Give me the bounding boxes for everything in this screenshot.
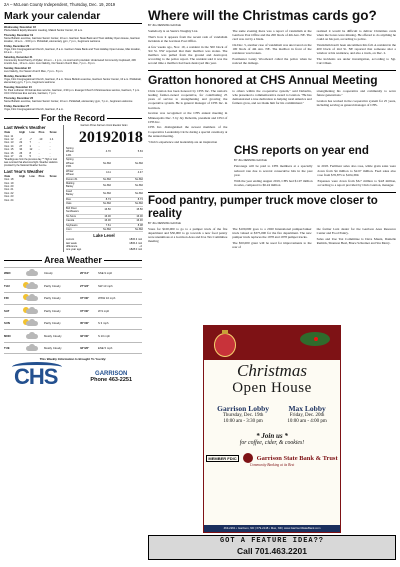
- lobby-name: Max Lobby: [288, 404, 326, 413]
- calendar-entry: [4, 105, 142, 111]
- christmas-open-house-ad: [203, 325, 341, 533]
- ad-join-detail: for coffee, cider, & cookies!: [239, 440, 305, 446]
- article-paragraph: in 2018. Fertilizer sales also rose, while grain sales were down from $4 million to $2.67 million. Feed sales also rose from $76,875 to $104,369.: [317, 164, 396, 177]
- article-paragraph: Vandalism hasn't been uncommon this fall. A resident in the 400 block of 2nd St. NE reported that someone shot a window at his residence, and also a truck, on Dec. 2.: [316, 43, 396, 56]
- chs-logo: CHS: [14, 364, 58, 390]
- berry-icon: [314, 337, 318, 341]
- table-cell: current: [66, 238, 75, 242]
- bank-row: [204, 453, 340, 463]
- table-row: [66, 147, 143, 158]
- table-cell: 1828.0 msl: [129, 248, 142, 252]
- table-row: [66, 158, 143, 169]
- article-paragraph: On Dec. 5, another case of vandalism was uncovered on the 100 block of 4th Ave. NE. The mailbox in front of the residence was broken.: [232, 43, 312, 56]
- weather-day: SUN: [4, 321, 10, 326]
- bank-logo-icon: [243, 453, 253, 463]
- weather-wind: SSE 9 mph: [98, 271, 113, 276]
- table-header: 2018: [110, 128, 143, 146]
- table-cell: Dec. 13: [4, 141, 14, 145]
- table-cell: 7: [29, 141, 31, 145]
- weather-note: *Readings are from the previous day. ** High or Low was recorded that afternoon/night. Weather statistics provided by the National Weather Service.: [4, 159, 58, 167]
- table-row: [66, 206, 143, 214]
- table-cell: Oats: [66, 202, 79, 206]
- food-pantry-col-3: [317, 227, 396, 251]
- area-weather-list: [4, 267, 142, 355]
- weather-row: [4, 267, 142, 280]
- calendar-text: Yoga, First Congregational Church, Garrison, 8 a.m.: [4, 108, 64, 112]
- cards-col-1: [148, 29, 227, 67]
- calendar-date: Saturday, December 21: [4, 56, 33, 60]
- article-paragraph: the former Lutz dealer for the Garrison Area Resource Center and Food Pantry.: [316, 226, 396, 235]
- table-header: Prec.: [38, 131, 46, 135]
- table-cell: Brd Flout Sunflowers: [66, 206, 79, 214]
- grain-note: Garrison Prices Farmers Union Elevator Grain: [80, 125, 128, 128]
- cloud-shape: [26, 321, 38, 326]
- table-header: Snow: [49, 174, 57, 178]
- table-header: High: [19, 131, 26, 135]
- lobby-garrison: [217, 404, 269, 424]
- weather-condition: Partly Cloudy: [44, 283, 61, 288]
- cloud-shape: [26, 309, 38, 314]
- weather-row: [4, 279, 142, 292]
- last-week-weather-title: Last Week's Weather: [4, 125, 46, 131]
- article-paragraph: to others within the cooperative system," said Debertin, who presented a commemorative award to Gratton. "He has demonstrated a true dedication to helping rural America and farmers grow, and we thank him for his commitment.": [232, 89, 312, 106]
- table-cell: 8: [29, 151, 31, 155]
- partly-cloudy-icon: [22, 307, 44, 315]
- cards-col-3: [317, 29, 396, 67]
- weather-temp: 37°/30°: [80, 308, 90, 313]
- weather-wind: ENE 5 mph: [98, 345, 113, 350]
- table-cell: Dec. 11: [4, 134, 14, 138]
- table-cell: Canola: [66, 219, 79, 223]
- table-cell: No Bid: [111, 181, 143, 189]
- calendar-text: Plaza-Makoti Equity Elevator meeting, Makoti Senior Center, 10 a.m.: [4, 29, 83, 33]
- calendar-date: Sunday, December 22: [4, 67, 31, 71]
- food-pantry-headline: Food pantry, pumper truck move closer to reality: [148, 194, 378, 220]
- table-cell: No Bid: [79, 189, 111, 197]
- calendar-entry: [4, 86, 142, 95]
- table-header: Date: [4, 174, 11, 178]
- calendar-date: Friday, December 20: [4, 45, 30, 49]
- table-cell: 8.08: [111, 223, 143, 227]
- lobby-max: [287, 404, 326, 424]
- gratton-col-3: [317, 89, 396, 145]
- gratton-col-2: [232, 89, 311, 145]
- partly-cloudy-icon: [22, 319, 44, 327]
- table-cell: one year ago: [66, 248, 82, 252]
- table-cell: No Sons: [66, 214, 79, 218]
- gratton-headline: Gratton honored at CHS Annual Meeting: [148, 73, 378, 88]
- table-cell: 4.47: [111, 169, 143, 177]
- lake-level-title: Lake Level: [93, 233, 115, 239]
- record-section: [4, 125, 142, 252]
- weather-condition: Mostly Cloudy: [44, 333, 62, 338]
- article-paragraph: Somebody is on Santa's Naughty List.: [148, 29, 199, 33]
- table-cell: 1836.3 msl: [129, 238, 142, 242]
- table-row: [66, 181, 143, 189]
- table-cell: -: [38, 154, 40, 158]
- table-header: 2019: [78, 128, 111, 146]
- calendar-entry: [4, 26, 142, 32]
- table-cell: Dec. 21: [4, 188, 14, 192]
- bank-tagline: Community Banking at its Best: [249, 463, 295, 467]
- table-cell: 4.70: [79, 147, 111, 158]
- table-cell: Malting Barley: [66, 181, 79, 189]
- left-column: [4, 10, 142, 390]
- weather-wind: S 10 mph: [98, 333, 110, 338]
- table-cell: .10: [38, 137, 43, 141]
- article-paragraph: The $50,000 grant will be used for improvements to the rear of: [232, 240, 312, 249]
- weather-day: MON: [4, 333, 11, 338]
- table-header: Prec.: [38, 174, 46, 178]
- table-cell: 7.61: [79, 223, 111, 227]
- weather-temp: 37°/30°: [80, 296, 90, 301]
- table-cell: -: [49, 144, 51, 148]
- table-cell: 5.63: [111, 147, 143, 158]
- weather-wind: SW 13 mph: [98, 283, 113, 288]
- last-year-weather-table: [4, 175, 61, 202]
- cards-headline: Where will the Christmas cards go?: [148, 8, 377, 23]
- sponsor-town: GARRISON: [95, 371, 128, 378]
- weather-day: SAT: [4, 308, 10, 313]
- weather-wind: W 9 mph: [98, 308, 110, 313]
- table-cell: Dec. 14: [4, 144, 14, 148]
- ad-subtitle: Open House: [232, 380, 312, 396]
- ornament-icon: [214, 333, 236, 357]
- weather-condition: Cloudy: [44, 271, 53, 276]
- calendar-text: Yoga, First Congregational Church, Garrison, 8 a.m. Garrison State Bank and Trust Holiday Open House, Max location, 10 a.m. - 4 p.m.: [4, 48, 141, 55]
- table-cell: No Bid: [111, 177, 143, 181]
- table-cell: 1: [29, 144, 31, 148]
- table-row: [4, 155, 61, 158]
- article-paragraph: A few weeks ago, Nov. 19, a resident in the 500 block of 3rd St. NW reported that their mailbox was stolen. The mailbox was pulled from the ground and destroyed, according to the police report. The resident said it was the second time a mailbox had been destroyed this year.: [148, 44, 228, 66]
- record-title: For the Record: [4, 113, 142, 123]
- table-cell: last week: [66, 241, 77, 245]
- table-cell: 16.30: [111, 219, 143, 223]
- article-paragraph: "Chris's experience and leadership are an inspiration: [148, 139, 218, 144]
- table-cell: Dec. 23: [4, 195, 14, 199]
- table-cell: 8.73: [111, 197, 143, 201]
- grain-table: [66, 129, 143, 233]
- chs-reports: [234, 145, 396, 188]
- cloud-shape: [26, 296, 38, 301]
- weather-row: [4, 292, 142, 305]
- calendar-entry: [4, 67, 142, 73]
- cloud-shape: [26, 334, 38, 339]
- area-weather-title: Area Weather: [4, 255, 142, 265]
- grain-prices: [63, 125, 142, 252]
- cloud-shape: [26, 284, 38, 289]
- table-cell: 1.4: [49, 137, 54, 141]
- table-row: [66, 169, 143, 177]
- calendar-entry: [4, 56, 142, 65]
- calendar-text: Yoga, First Congregational Church, Garrison, 8 a.m. Stone Bulletin exercise, Garrison Senior Center, 10 a.m. Pickleball, elementary gym, 7 p.m., beginners welcome: [4, 78, 142, 85]
- table-cell: -: [38, 144, 40, 148]
- weather-condition: Mostly Cloudy: [44, 345, 62, 350]
- calendar-date: Thursday, December 26: [4, 97, 34, 101]
- table-cell: 34: [19, 148, 23, 152]
- weather-temp: 35°/30°: [80, 321, 90, 326]
- feature-idea-phone: Call 701.463.2201: [237, 546, 307, 556]
- article-paragraph: The incidents are under investigation, according to Sgt. Curt Olsen.: [316, 57, 396, 66]
- table-cell: No Bid: [79, 202, 111, 206]
- chs-reports-byline: BY JILL DENNING GACKLE: [234, 159, 267, 163]
- table-header: [66, 129, 79, 147]
- bank-name: Garrison State Bank & Trust: [256, 454, 338, 462]
- table-cell: [49, 199, 61, 202]
- table-cell: Dec. 16: [4, 151, 14, 155]
- article-paragraph: realized it would be difficult to deliver Christmas cards when the boxes were missing. He offered to do anything he could on his part, according to police.: [316, 29, 396, 42]
- article-paragraph: Expenses were down from $6.7 million to $4.8 million, according to a report provided by Chris Gratton, manager.: [317, 178, 396, 187]
- calendar-date: Thursday, December 19: [4, 33, 34, 37]
- table-cell: Spring Wheat 15%: [66, 158, 79, 169]
- weather-day: WED: [4, 271, 11, 276]
- article-paragraph: The $100,000 goes to a 2020 Intenational pumper/tanker truck valued at $375,000 for the fire department. The new pumper truck replaces the 1978 and 1978 pumper trucks.: [232, 226, 312, 239]
- calendar-list: [4, 26, 142, 111]
- chs-reports-col-1: [234, 164, 313, 188]
- table-cell: No Bid: [111, 189, 143, 197]
- sponsor: [4, 364, 142, 390]
- table-row: [66, 248, 142, 251]
- divider: [148, 70, 396, 71]
- table-cell: -.2: [138, 245, 142, 248]
- article-paragraph: Gratton has worked in the cooperative system for 25 years, including serving as general manager of CHS.: [316, 99, 396, 108]
- weather-row: [4, 317, 142, 330]
- calendar-entry: [4, 34, 142, 43]
- article-paragraph: CHS Inc. distinguished the newest members of the Cooperative Leadership Circle during a special ceremony at the annual meeting.: [148, 125, 228, 138]
- gratton-body: [148, 89, 396, 145]
- weather-wind: WSW 10 mph: [98, 296, 116, 301]
- ad-decoration: [204, 326, 340, 360]
- table-header: High: [19, 174, 26, 178]
- lobby-date: Thursday, Dec. 19th: [222, 413, 264, 418]
- table-cell: 27: [19, 144, 23, 148]
- chs-reports-row: [148, 145, 396, 188]
- article-paragraph: Sales and Use Tax Committee is Dave Mautz, Danielle Remick, Shannon Beal, Bruce Schreiner and Stu Merry.: [316, 236, 396, 245]
- calendar-date: Friday, December 27: [4, 105, 30, 109]
- article-paragraph: Postmaster Lanny Woodward called the police when he noticed the damage.: [232, 57, 312, 66]
- table-cell: Dec. 12: [4, 137, 14, 141]
- chs-reports-col-2: [318, 164, 397, 188]
- calendar-date: Monday, December 23: [4, 75, 32, 79]
- weather-day: THU: [4, 283, 10, 288]
- table-cell: No Bid: [79, 181, 111, 189]
- article-paragraph: That's how it appears from the recent rash of vandalism incidents at the Garrison Post Office.: [148, 34, 228, 43]
- table-cell: Dec. 15: [4, 148, 14, 152]
- weather-day: FRI: [4, 296, 9, 301]
- table-cell: -2: [19, 137, 22, 141]
- article-paragraph: The same evening there was a report of vandalism at the Garrison Post Office and the 200 block of 4th Ave. NE. The card was cut by a blade.: [232, 29, 312, 42]
- table-cell: Dec. 19: [4, 181, 14, 185]
- table-row: [66, 227, 143, 231]
- calendar-text: Stone Bulletin exercise, Garrison Senior Center, 10 a.m. Garrison State Bank and Trust Holiday Open House, Garrison location, 10 a.m. - 3:00 p.m. Pickleball, elementary gym, 7 p.m., beginners welcome: [4, 37, 141, 44]
- weather-temp: 32°/30°: [80, 333, 90, 338]
- lake-level-table: [66, 238, 142, 251]
- calendar-text: Stone Bulletin exercise, Garrison Senior Center, 10 a.m. Pickleball, elementary gym, 7 p.m., beginners welcome: [4, 100, 133, 104]
- table-cell: Dec. 22: [4, 191, 14, 195]
- table-cell: No Bid: [111, 227, 143, 231]
- table-cell: Dec. 17: [4, 154, 14, 158]
- table-cell: Dec. 24: [4, 198, 14, 202]
- table-cell: -: [49, 148, 51, 152]
- cloud-icon: [22, 332, 44, 340]
- cards-byline: BY JILL DENNING GACKLE: [148, 24, 181, 27]
- table-cell: Dec. 18: [4, 178, 14, 182]
- table-header: Low: [29, 174, 35, 178]
- cloud-shape: [26, 346, 38, 351]
- table-cell: Durum #1: [66, 177, 78, 181]
- table-cell: Soybeans: [66, 223, 78, 227]
- chs-reports-body: [234, 164, 396, 188]
- fdic-badge: MEMBER FDIC: [208, 455, 237, 461]
- weather-row: [4, 342, 142, 355]
- table-cell: 26: [19, 151, 23, 155]
- feature-idea-box: [148, 535, 396, 560]
- table-cell: 4.11: [79, 169, 111, 177]
- table-cell: -: [38, 141, 40, 145]
- table-cell: 1836.4 msl: [129, 241, 142, 245]
- table-row: [4, 199, 61, 202]
- table-header: Snow: [49, 131, 57, 135]
- gratton-col-1: [148, 89, 227, 145]
- partly-cloudy-icon: [22, 294, 44, 302]
- table-cell: [29, 199, 38, 202]
- table-cell: [19, 199, 29, 202]
- article-paragraph: strengthening his cooperative and community to serve future generations.": [316, 89, 396, 98]
- weather-temp: 27°/23°: [80, 283, 90, 288]
- calendar-entry: [4, 75, 142, 84]
- weather-condition: Partly Cloudy: [44, 296, 61, 301]
- partly-cloudy-icon: [22, 282, 44, 290]
- table-cell: -: [38, 151, 40, 155]
- article-paragraph: Patronage will be paid to CHS members at a specially reduced rate due to several consecutive hits in the past year.: [234, 164, 313, 177]
- calendar-text: Live Nativity, Our Savior church Max, 7 p.m.- 8 p.m.: [4, 70, 64, 74]
- table-cell: Spring Wheat 14%: [66, 147, 79, 158]
- ad-join: * Join us *: [256, 432, 288, 440]
- calendar-date: Tuesday, December 24: [4, 86, 32, 90]
- ad-title: Christmas: [237, 361, 307, 380]
- table-header: Date: [4, 131, 11, 135]
- ad-lobbies: [208, 404, 336, 424]
- article-paragraph: Votes for $100,000 to go to a pumper truck of the fire department and $50,000 to go towards a new food pantry were unanimous at a Garrison Area and Use Tax Committee meeting: [148, 226, 228, 243]
- lobby-time: 10:00 am - 4:00 pm: [287, 419, 327, 424]
- lobby-date: Friday, Dec. 20th: [289, 413, 325, 418]
- table-cell: 21: [19, 154, 23, 158]
- right-column: [148, 8, 396, 251]
- weather-condition: Partly Cloudy: [44, 308, 61, 313]
- table-cell: 16.00: [111, 214, 143, 218]
- table-cell: 5: [29, 154, 31, 158]
- table-cell: No Bid: [79, 158, 111, 169]
- food-pantry-byline: BY JILL DENNING GACKLE: [148, 221, 181, 225]
- weather-row: [4, 304, 142, 317]
- table-cell: [38, 199, 49, 202]
- lobby-time: 10:00 am - 3:30 pm: [223, 419, 263, 424]
- weather-wind: S 3 mph: [98, 321, 109, 326]
- table-cell: 8.73: [79, 197, 111, 201]
- table-cell: No Bid: [111, 202, 143, 206]
- table-cell: 22: [19, 141, 23, 145]
- last-year-weather-title: Last Year's Weather: [4, 168, 44, 174]
- table-cell: -: [49, 151, 51, 155]
- cards-col-2: [232, 29, 311, 67]
- weather-row: [4, 329, 142, 342]
- sponsor-line: This Weekly Information Is Brought To You By:: [39, 357, 107, 362]
- calendar-entry: [4, 45, 142, 54]
- lobby-name: Garrison Lobby: [217, 404, 270, 413]
- article-paragraph: Chris Gratton has been honored by CHS Inc. The nation's leading farmer-owned cooperative, for contributing 25 years of service to strengthening and growing the cooperative system. He is general manager of CHS Inc. in Garrison.: [148, 89, 228, 110]
- table-cell: Flax: [66, 197, 79, 201]
- table-cell: No Bid: [79, 227, 111, 231]
- table-cell: difference: [66, 245, 78, 248]
- sponsor-phone: Phone 463-2251: [90, 377, 132, 384]
- calendar-text: St. Paul Lutheran Christmas Eve service, Garrison, 4:30 p.m. Evangel Church Christmas Eve service, Garrison, 7 p.m. UCC Christmas Eve service, Garrison, 7 p.m.: [4, 89, 140, 96]
- table-cell: -: [49, 141, 51, 145]
- table-cell: 16.50: [79, 206, 111, 214]
- calendar-title: Mark your calendar: [4, 10, 101, 22]
- table-cell: Dec. 20: [4, 184, 14, 188]
- divider: [148, 192, 396, 193]
- table-cell: -: [38, 148, 40, 152]
- table-cell: No Bid: [111, 158, 143, 169]
- cards-body: [148, 29, 396, 67]
- weather-temp: 33°/26°: [80, 345, 90, 350]
- sponsor-info: [90, 371, 132, 383]
- article-paragraph: Gratton was recognized at the CHS annual meeting in Minneapolis Dec. 5 by Jay Debertin, president and CEO of CHS Inc.: [148, 111, 228, 124]
- weather-temp: 26°/14°: [80, 271, 90, 276]
- table-cell: 15.50: [111, 206, 143, 214]
- weather-condition: Partly Cloudy: [44, 321, 61, 326]
- table-cell: 16.00: [79, 214, 111, 218]
- folio: 2A – McLean County Independent, Thursday, Dec. 19, 2019: [4, 2, 116, 7]
- ad-footer: 463-2261 • Garrison, ND | 679-2148 • Max, ND | www.GarrisonStateBank.com: [204, 525, 340, 532]
- table-cell: 16.00: [79, 219, 111, 223]
- cloud-shape: [26, 271, 38, 276]
- last-week-weather-table: [4, 131, 61, 158]
- food-pantry-col-1: [148, 227, 227, 251]
- calendar-entry: [4, 97, 142, 103]
- table-cell: Corn: [66, 227, 79, 231]
- table-header: Low: [29, 131, 35, 135]
- calendar-text: Community Food Pantry of Ryder, 10 a.m. - 1 p.m., no cost lunch provided. Underwood Community Cupboard, 206 Lincoln Ave., 10 a.m.-noon. Live Nativity, Our Savior church Max, 7 p.m.- 8 p.m.: [4, 59, 136, 66]
- article-paragraph: With the year ending August 2019, CHS had $1.97 million in sales, compared to $6.24 million: [234, 178, 313, 187]
- table-cell: -7: [29, 137, 32, 141]
- feature-idea-line: GOT A FEATURE IDEA??: [219, 537, 324, 545]
- table-cell: No Bid: [79, 177, 111, 181]
- table-cell: -: [49, 154, 51, 158]
- table-cell: Feed Barley: [66, 189, 79, 197]
- calendar-date: Wednesday, December 18: [4, 26, 36, 29]
- cloud-icon: [22, 344, 44, 352]
- table-cell: 12: [29, 148, 33, 152]
- weather-day: TUE: [4, 345, 10, 350]
- weather-tables: [4, 125, 61, 252]
- table-cell: Winter Wheat: [66, 169, 79, 177]
- table-row: [66, 189, 143, 197]
- food-pantry-body: [148, 227, 396, 251]
- chs-reports-headline: CHS reports on year end: [234, 145, 369, 158]
- cloud-icon: [22, 269, 44, 277]
- food-pantry-col-2: [232, 227, 311, 251]
- calendar-rule: [4, 23, 142, 24]
